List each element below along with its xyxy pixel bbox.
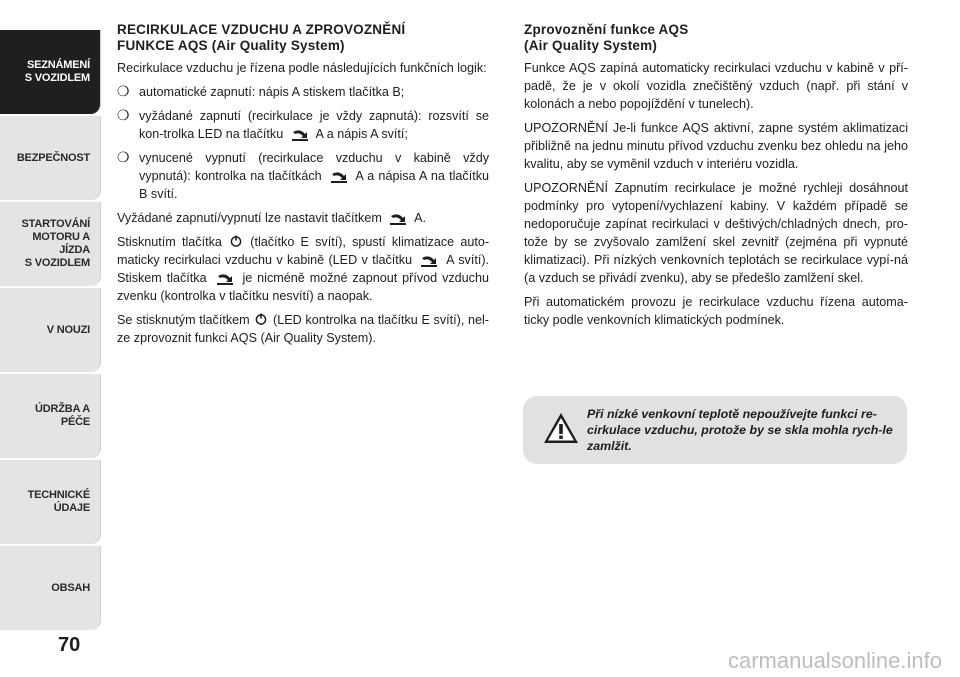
list-item [117, 149, 489, 203]
warning-triangle-icon [543, 412, 579, 444]
tab-bezpecnost[interactable] [0, 116, 101, 200]
list-item-text [139, 107, 489, 143]
tab-startovani[interactable] [0, 202, 101, 286]
tab-obsah[interactable] [0, 546, 101, 630]
heading-line: RECIRKULACE VZDUCHU A ZPROVOZNĚNÍ [117, 22, 406, 37]
paragraph [117, 311, 489, 347]
circle-bullet-icon: ❍ [117, 83, 130, 99]
right-column [524, 22, 908, 335]
recirculation-icon [329, 171, 349, 183]
watermark: carmanualsonline.info [727, 648, 942, 673]
tab-v-nouzi[interactable] [0, 288, 101, 372]
text-fragment: vyžádané zapnutí (recirkulace je vždy zapnutá): rozsvítí se kon-trolka LED na tlačítku [139, 109, 489, 141]
tab-technicke-udaje[interactable] [0, 460, 101, 544]
text-fragment: Stisknutím tlačítka [117, 235, 222, 249]
text-fragment: A. [414, 211, 427, 225]
tab-label: BEZPEČNOST [16, 151, 90, 164]
text-fragment: Se stisknutým tlačítkem [117, 313, 250, 327]
list-item [117, 107, 489, 143]
tab-seznameni[interactable] [0, 30, 101, 114]
tab-label: ÚDRŽBA A PÉČE [34, 403, 90, 428]
tab-label: V NOUZI [46, 323, 90, 336]
text-fragment: A a nápisa A na tlačítku B svítí. [139, 169, 490, 201]
tab-label: OBSAH [51, 581, 90, 594]
paragraph [117, 209, 489, 227]
section-heading [117, 22, 489, 54]
tab-udrzba[interactable] [0, 374, 101, 458]
recirculation-icon [215, 273, 235, 285]
chapter-sidebar [0, 30, 103, 632]
heading-line: (Air Quality System) [524, 38, 658, 53]
text-fragment: vynucené vypnutí (recirkulace vzduchu v kabině vždy vypnutá): kontrolka na tlačítkách [139, 151, 489, 183]
text-fragment: A a nápis A svítí; [315, 127, 408, 141]
tab-label: TECHNICKÉ ÚDAJE [27, 489, 90, 514]
heading-line: Zprovoznění funkce AQS [524, 22, 689, 37]
intro-paragraph: Recirkulace vzduchu je řízena podle následujících funkčních logik: [117, 61, 487, 75]
tab-label: SEZNÁMENÍ S VOZIDLEM [24, 59, 90, 84]
circle-bullet-icon: ❍ [117, 107, 130, 123]
recirculation-icon [388, 213, 408, 225]
circle-bullet-icon: ❍ [117, 149, 130, 165]
text-fragment: Vyžádané zapnutí/vypnutí lze nastavit tlačítkem [117, 211, 382, 225]
text-fragment: A svítí). Stiskem tlačítka [117, 253, 490, 285]
tab-label: STARTOVÁNÍ MOTORU A JÍZDA S VOZIDLEM [21, 218, 90, 269]
text-fragment: (tlačítko E svítí), spustí klimatizace auto-maticky recirkulaci vzduchu v kabině (LED v tlačítku [117, 235, 490, 267]
recirculation-icon [290, 129, 310, 141]
power-icon [255, 313, 267, 325]
paragraph: UPOZORNĚNÍ Je-li funkce AQS aktivní, zapne systém aklimatizaci přibližně na jednu minutu přívod vzduchu zvenku bez ohledu na jeho kvalitu, aby se vyměnil vzduch v interiéru vozidla. [524, 121, 908, 171]
warning-box [523, 396, 907, 464]
paragraph: Funkce AQS zapíná automaticky recirkulaci vzduchu v kabině v pří-padě, že je v okolí vozidla znečištěný vzduch (např. při stání v kolonách a nebo popojíždění v tunelech). [524, 61, 908, 111]
text-fragment: je nicméně možné zapnout přívod vzduchu zvenku (kontrolka v tlačítku nesvítí) a naopak. [117, 271, 489, 303]
heading-line: FUNKCE AQS (Air Quality System) [117, 38, 345, 53]
left-column [117, 22, 489, 353]
power-icon [230, 235, 242, 247]
paragraph [117, 233, 489, 305]
text-fragment: (LED kontrolka na tlačítku E svítí), nel-ze zprovoznit funkci AQS (Air Quality System). [117, 313, 489, 345]
list-item [117, 83, 489, 101]
list-item-text [139, 149, 489, 203]
paragraph: UPOZORNĚNÍ Zapnutím recirkulace je možné rychleji dosáhnout podmínky pro vytopení/vychlazení kabiny. V každém případě se nedoporučuje zapínat recirkulaci v deštivých/chladných dnech, pro-tože by se zvyšovalo zamlžení skel zevnitř (zejména při vypnuté klimatizaci). Při nízkých venkovních teplotách se recirkulace vypí-ná (a vzduch se přivádí zvenku), aby se předešlo zamlžení skel. [524, 181, 908, 285]
section-heading [524, 22, 908, 54]
warning-text: Při nízké venkovní teplotě nepoužívejte funkci re-cirkulace vzduchu, protože by se skla mohla rych-le zamlžit. [587, 407, 893, 453]
paragraph: Při automatickém provozu je recirkulace vzduchu řízena automa-ticky podle venkovních klimatických podmínek. [524, 295, 908, 327]
list-item-text: automatické zapnutí: nápis A stiskem tlačítka B; [139, 85, 405, 99]
page-number: 70 [58, 634, 81, 656]
recirculation-icon [419, 255, 439, 267]
